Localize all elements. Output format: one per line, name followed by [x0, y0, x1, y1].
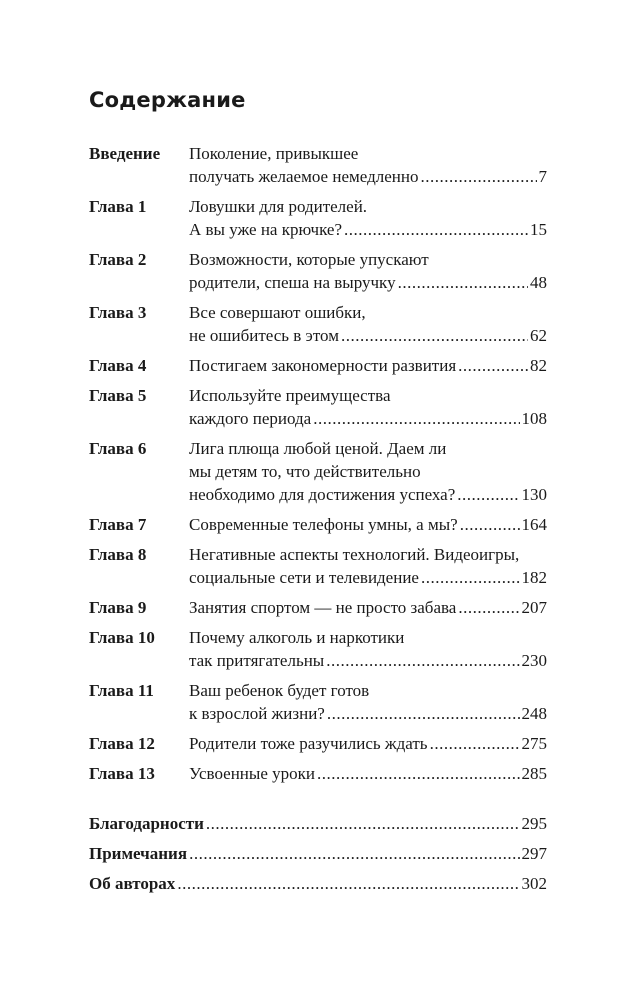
- toc-title-text: Постигаем закономерности развития: [189, 356, 457, 375]
- toc-title-line: [189, 566, 547, 589]
- dot-leader: [317, 762, 520, 785]
- toc-entry-title: [189, 732, 547, 755]
- toc-title-text: получать желаемое немедленно: [189, 167, 419, 186]
- toc-entry-title: [189, 762, 547, 785]
- toc-entry-title: [189, 248, 547, 294]
- toc-title-line: [189, 324, 547, 347]
- toc-title-line: Поколение, привыкшее: [189, 144, 359, 163]
- dot-leader: [177, 872, 519, 895]
- toc-entry-label: Глава 7: [89, 515, 147, 534]
- toc-entry-label: Глава 4: [89, 356, 147, 375]
- dot-leader: [313, 407, 519, 430]
- toc-entry: [89, 543, 547, 589]
- toc-entry: [89, 626, 547, 672]
- toc-title-line: Возможности, которые упускают: [189, 250, 429, 269]
- back-matter-entry: [89, 872, 547, 895]
- toc-title-text: не ошибитесь в этом: [189, 326, 339, 345]
- toc-title-line: Лига плюща любой ценой. Даем ли: [189, 439, 447, 458]
- toc-page-number: 62: [530, 326, 547, 345]
- toc-list: [89, 142, 547, 792]
- toc-entry-label: Введение: [89, 144, 161, 163]
- toc-entry-title: [189, 513, 547, 536]
- toc-entry-title: [189, 301, 547, 347]
- toc-title-line: Все совершают ошибки,: [189, 303, 366, 322]
- toc-title-line: Ловушки для родителей.: [189, 197, 368, 216]
- toc-entry-label: Глава 6: [89, 439, 147, 458]
- toc-title-text: социальные сети и телевидение: [189, 568, 419, 587]
- toc-page-number: 285: [521, 764, 547, 783]
- toc-page-number: 48: [530, 273, 547, 292]
- dot-leader: [460, 513, 520, 536]
- toc-title-line: Негативные аспекты технологий. Видеоигры,: [189, 545, 520, 564]
- toc-entry-title: [189, 626, 547, 672]
- dot-leader: [206, 812, 520, 835]
- dot-leader: [189, 842, 519, 865]
- toc-title-line: Почему алкоголь и наркотики: [189, 628, 405, 647]
- toc-page-number: 130: [521, 485, 547, 504]
- toc-title-text: Родители тоже разучились ждать: [189, 734, 428, 753]
- toc-page-number: 164: [521, 515, 547, 534]
- back-matter-title: Благодарности: [89, 814, 204, 833]
- dot-leader: [326, 649, 519, 672]
- toc-page-number: 248: [521, 704, 547, 723]
- toc-entry-label: Глава 3: [89, 303, 147, 322]
- back-matter-line: [89, 812, 547, 835]
- toc-entry: [89, 762, 547, 785]
- toc-title-line: [189, 732, 547, 755]
- toc-page-number: 182: [521, 568, 547, 587]
- back-matter-entry: [89, 812, 547, 835]
- dot-leader: [398, 271, 528, 294]
- toc-title-text: Занятия спортом — не просто забава: [189, 598, 457, 617]
- back-matter-page-number: 302: [521, 874, 547, 893]
- toc-entry: [89, 513, 547, 536]
- toc-entry-label: Глава 9: [89, 598, 147, 617]
- toc-page-number: 82: [530, 356, 547, 375]
- toc-title-line: [189, 596, 547, 619]
- back-matter-title: Примечания: [89, 844, 188, 863]
- toc-entry-label: Глава 2: [89, 250, 147, 269]
- toc-page-number: 15: [530, 220, 547, 239]
- toc-entry-title: [189, 543, 547, 589]
- back-matter-line: [89, 842, 547, 865]
- toc-page-number: 230: [521, 651, 547, 670]
- toc-title-line: [189, 762, 547, 785]
- dot-leader: [430, 732, 520, 755]
- toc-entry-title: [189, 679, 547, 725]
- toc-page-number: 275: [521, 734, 547, 753]
- toc-entry: [89, 596, 547, 619]
- toc-title-line: [189, 354, 547, 377]
- toc-entry-title: [189, 354, 547, 377]
- back-matter-entry: [89, 842, 547, 865]
- dot-leader: [420, 165, 536, 188]
- toc-entry: [89, 437, 547, 506]
- toc-title-line: [189, 271, 547, 294]
- contents-heading: Содержание: [89, 88, 246, 112]
- back-matter-title: Об авторах: [89, 874, 176, 893]
- toc-title-line: [189, 218, 547, 241]
- toc-title-line: мы детям то, что действительно: [189, 462, 421, 481]
- toc-title-line: [189, 702, 547, 725]
- toc-entry: [89, 679, 547, 725]
- dot-leader: [421, 566, 520, 589]
- toc-title-text: Современные телефоны умны, а мы?: [189, 515, 458, 534]
- dot-leader: [458, 354, 528, 377]
- toc-entry-label: Глава 13: [89, 764, 155, 783]
- toc-entry-title: [189, 596, 547, 619]
- toc-entry: [89, 301, 547, 347]
- dot-leader: [458, 596, 519, 619]
- back-matter-page-number: 295: [521, 814, 547, 833]
- back-matter-list: [89, 812, 547, 902]
- toc-entry-title: [189, 384, 547, 430]
- toc-title-line: [189, 165, 547, 188]
- dot-leader: [327, 702, 520, 725]
- toc-title-text: А вы уже на крючке?: [189, 220, 342, 239]
- toc-title-line: [189, 407, 547, 430]
- toc-title-line: [189, 513, 547, 536]
- dot-leader: [457, 483, 519, 506]
- back-matter-page-number: 297: [521, 844, 547, 863]
- back-matter-line: [89, 872, 547, 895]
- toc-entry-title: [189, 142, 547, 188]
- toc-entry-label: Глава 11: [89, 681, 154, 700]
- toc-title-text: каждого периода: [189, 409, 312, 428]
- toc-entry: [89, 732, 547, 755]
- toc-entry: [89, 248, 547, 294]
- toc-entry-title: [189, 437, 547, 506]
- toc-title-text: необходимо для достижения успеха?: [189, 485, 456, 504]
- toc-entry-title: [189, 195, 547, 241]
- toc-title-line: Ваш ребенок будет готов: [189, 681, 370, 700]
- dot-leader: [341, 324, 528, 347]
- toc-entry-label: Глава 8: [89, 545, 147, 564]
- toc-entry: [89, 142, 547, 188]
- toc-title-line: [189, 483, 547, 506]
- toc-title-text: Усвоенные уроки: [189, 764, 315, 783]
- toc-title-line: Используйте преимущества: [189, 386, 391, 405]
- toc-page-number: 207: [521, 598, 547, 617]
- toc-entry-label: Глава 12: [89, 734, 155, 753]
- toc-title-text: к взрослой жизни?: [189, 704, 325, 723]
- toc-title-text: родители, спеша на выручку: [189, 273, 396, 292]
- toc-entry-label: Глава 5: [89, 386, 147, 405]
- toc-entry: [89, 384, 547, 430]
- toc-page-number: 108: [521, 409, 547, 428]
- toc-entry: [89, 195, 547, 241]
- toc-entry-label: Глава 10: [89, 628, 155, 647]
- toc-title-text: так притягательны: [189, 651, 325, 670]
- toc-entry: [89, 354, 547, 377]
- toc-page-number: 7: [538, 167, 547, 186]
- dot-leader: [344, 218, 528, 241]
- toc-entry-label: Глава 1: [89, 197, 147, 216]
- toc-title-line: [189, 649, 547, 672]
